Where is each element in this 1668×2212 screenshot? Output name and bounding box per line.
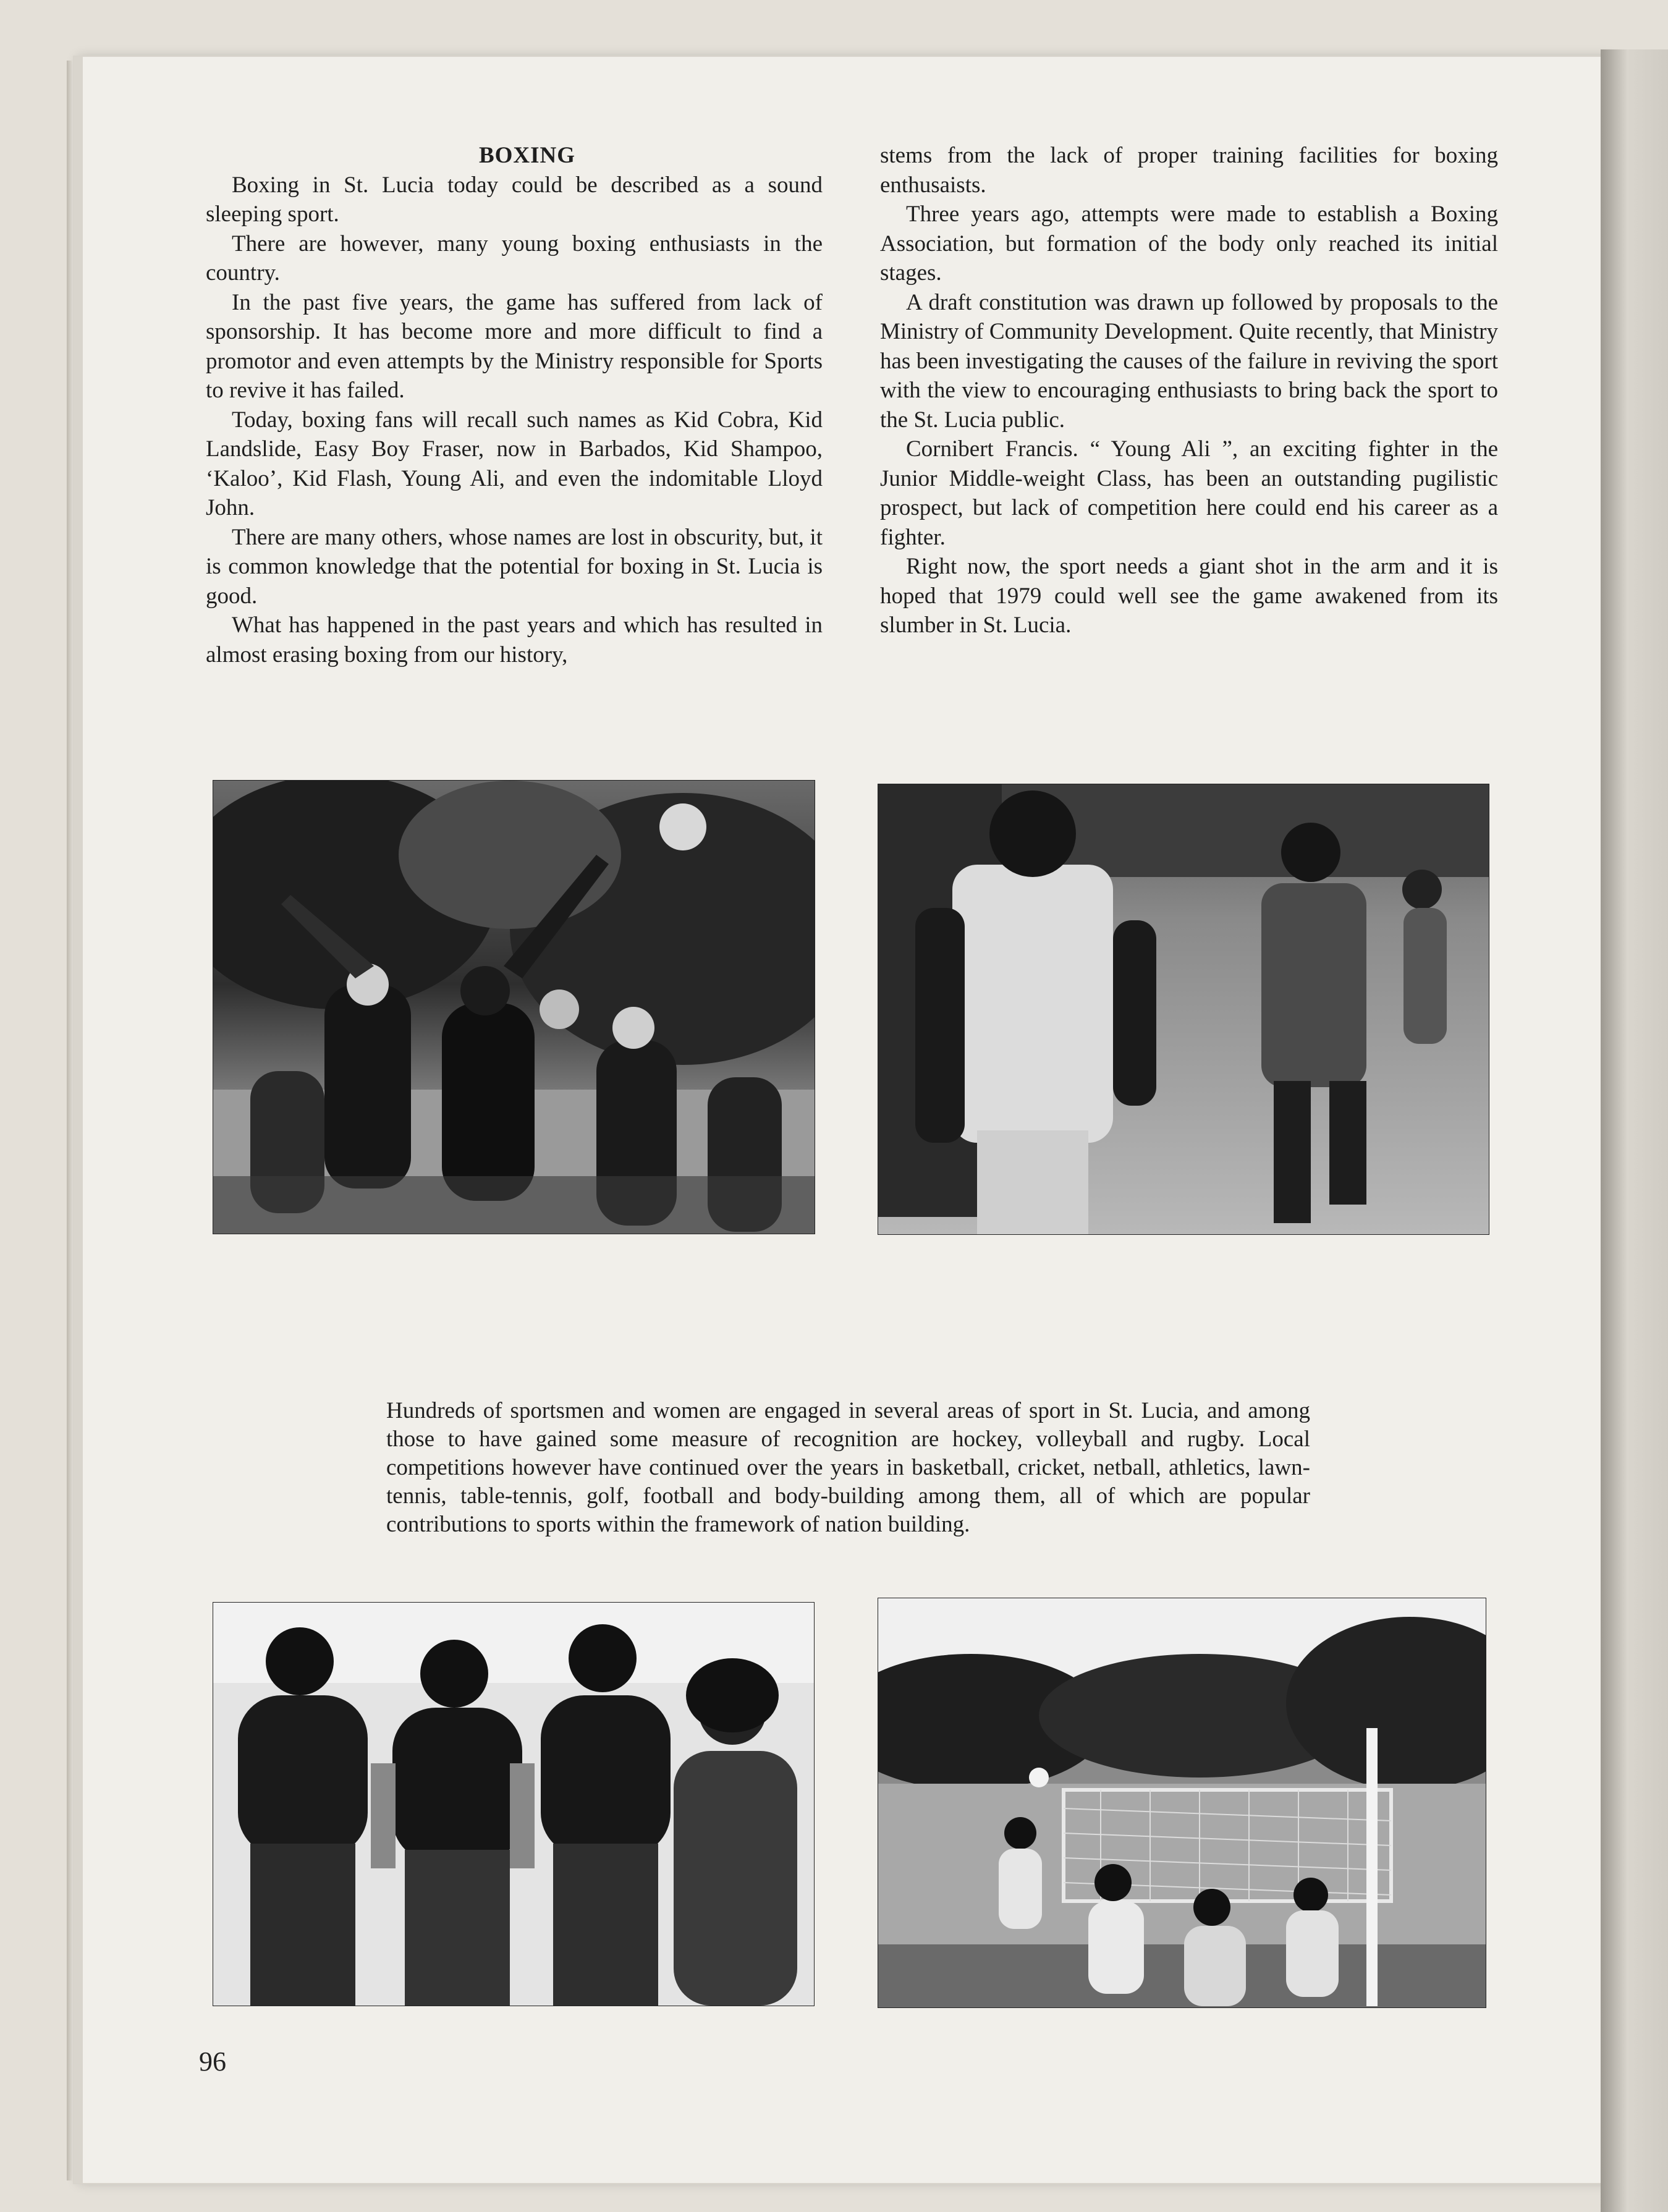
facing-page-edge	[1601, 49, 1668, 2212]
paragraph: Right now, the sport needs a giant shot in the arm and it is hoped that 1979 could well see the game awakened from its slumber in St. Lucia.	[880, 554, 1498, 638]
right-text-column	[880, 141, 1498, 640]
paragraph: A draft constitution was drawn up followed by proposals to the Ministry of Community Development. Quite recently, that Ministry has been investigating the causes of the failure in reviving the sport with the view to encouraging enthusiasts to bring back the sport to the St. Lucia public.	[880, 289, 1498, 433]
athletics-photo	[878, 784, 1489, 1235]
page-number: 96	[199, 2046, 226, 2077]
rugby-photo	[213, 780, 815, 1234]
left-text-column	[206, 141, 823, 669]
photo-caption: Hundreds of sportsmen and women are engaged in several areas of sport in St. Lucia, and among those to have gained some measure of recognition are hockey, volleyball and rugby. Local competitions however have continued over the years in basketball, cricket, netball, athletics, lawn-tennis, table-tennis, golf, football and body-building among them, all of which are popular contributions to sports within the framework of nation building.	[386, 1398, 1310, 1537]
volleyball-photo	[878, 1598, 1486, 2008]
bodybuilding-photo	[213, 1602, 815, 2006]
paragraph: Today, boxing fans will recall such names as Kid Cobra, Kid Landslide, Easy Boy Fraser, now in Barbados, Kid Shampoo, ‘Kaloo’, Kid Flash, Young Ali, and even the indomitable Lloyd John.	[206, 407, 823, 520]
paragraph: stems from the lack of proper training facilities for boxing enthusaists.	[880, 143, 1498, 198]
section-heading: BOXING	[478, 143, 576, 168]
paragraph: Cornibert Francis. “ Young Ali ”, an exciting fighter in the Junior Middle-weight Class, has been an outstanding pugilistic prospect, but lack of competition here could end his career as a fighter.	[880, 436, 1498, 550]
paragraph: What has happened in the past years and which has resulted in almost erasing boxing from our history,	[206, 612, 823, 667]
page-edge	[67, 61, 73, 2180]
paragraph: Boxing in St. Lucia today could be described as a sound sleeping sport.	[206, 172, 823, 227]
paragraph: There are many others, whose names are lost in obscurity, but, it is common knowledge that the potential for boxing in St. Lucia is good.	[206, 524, 823, 609]
paragraph: There are however, many young boxing enthusiasts in the country.	[206, 231, 823, 286]
paragraph: In the past five years, the game has suffered from lack of sponsorship. It has become more and more difficult to find a promotor and even attempts by the Ministry responsible for Sports to revive it has failed.	[206, 289, 823, 403]
paragraph: Three years ago, attempts were made to establish a Boxing Association, but formation of the body only reached its initial stages.	[880, 201, 1498, 286]
